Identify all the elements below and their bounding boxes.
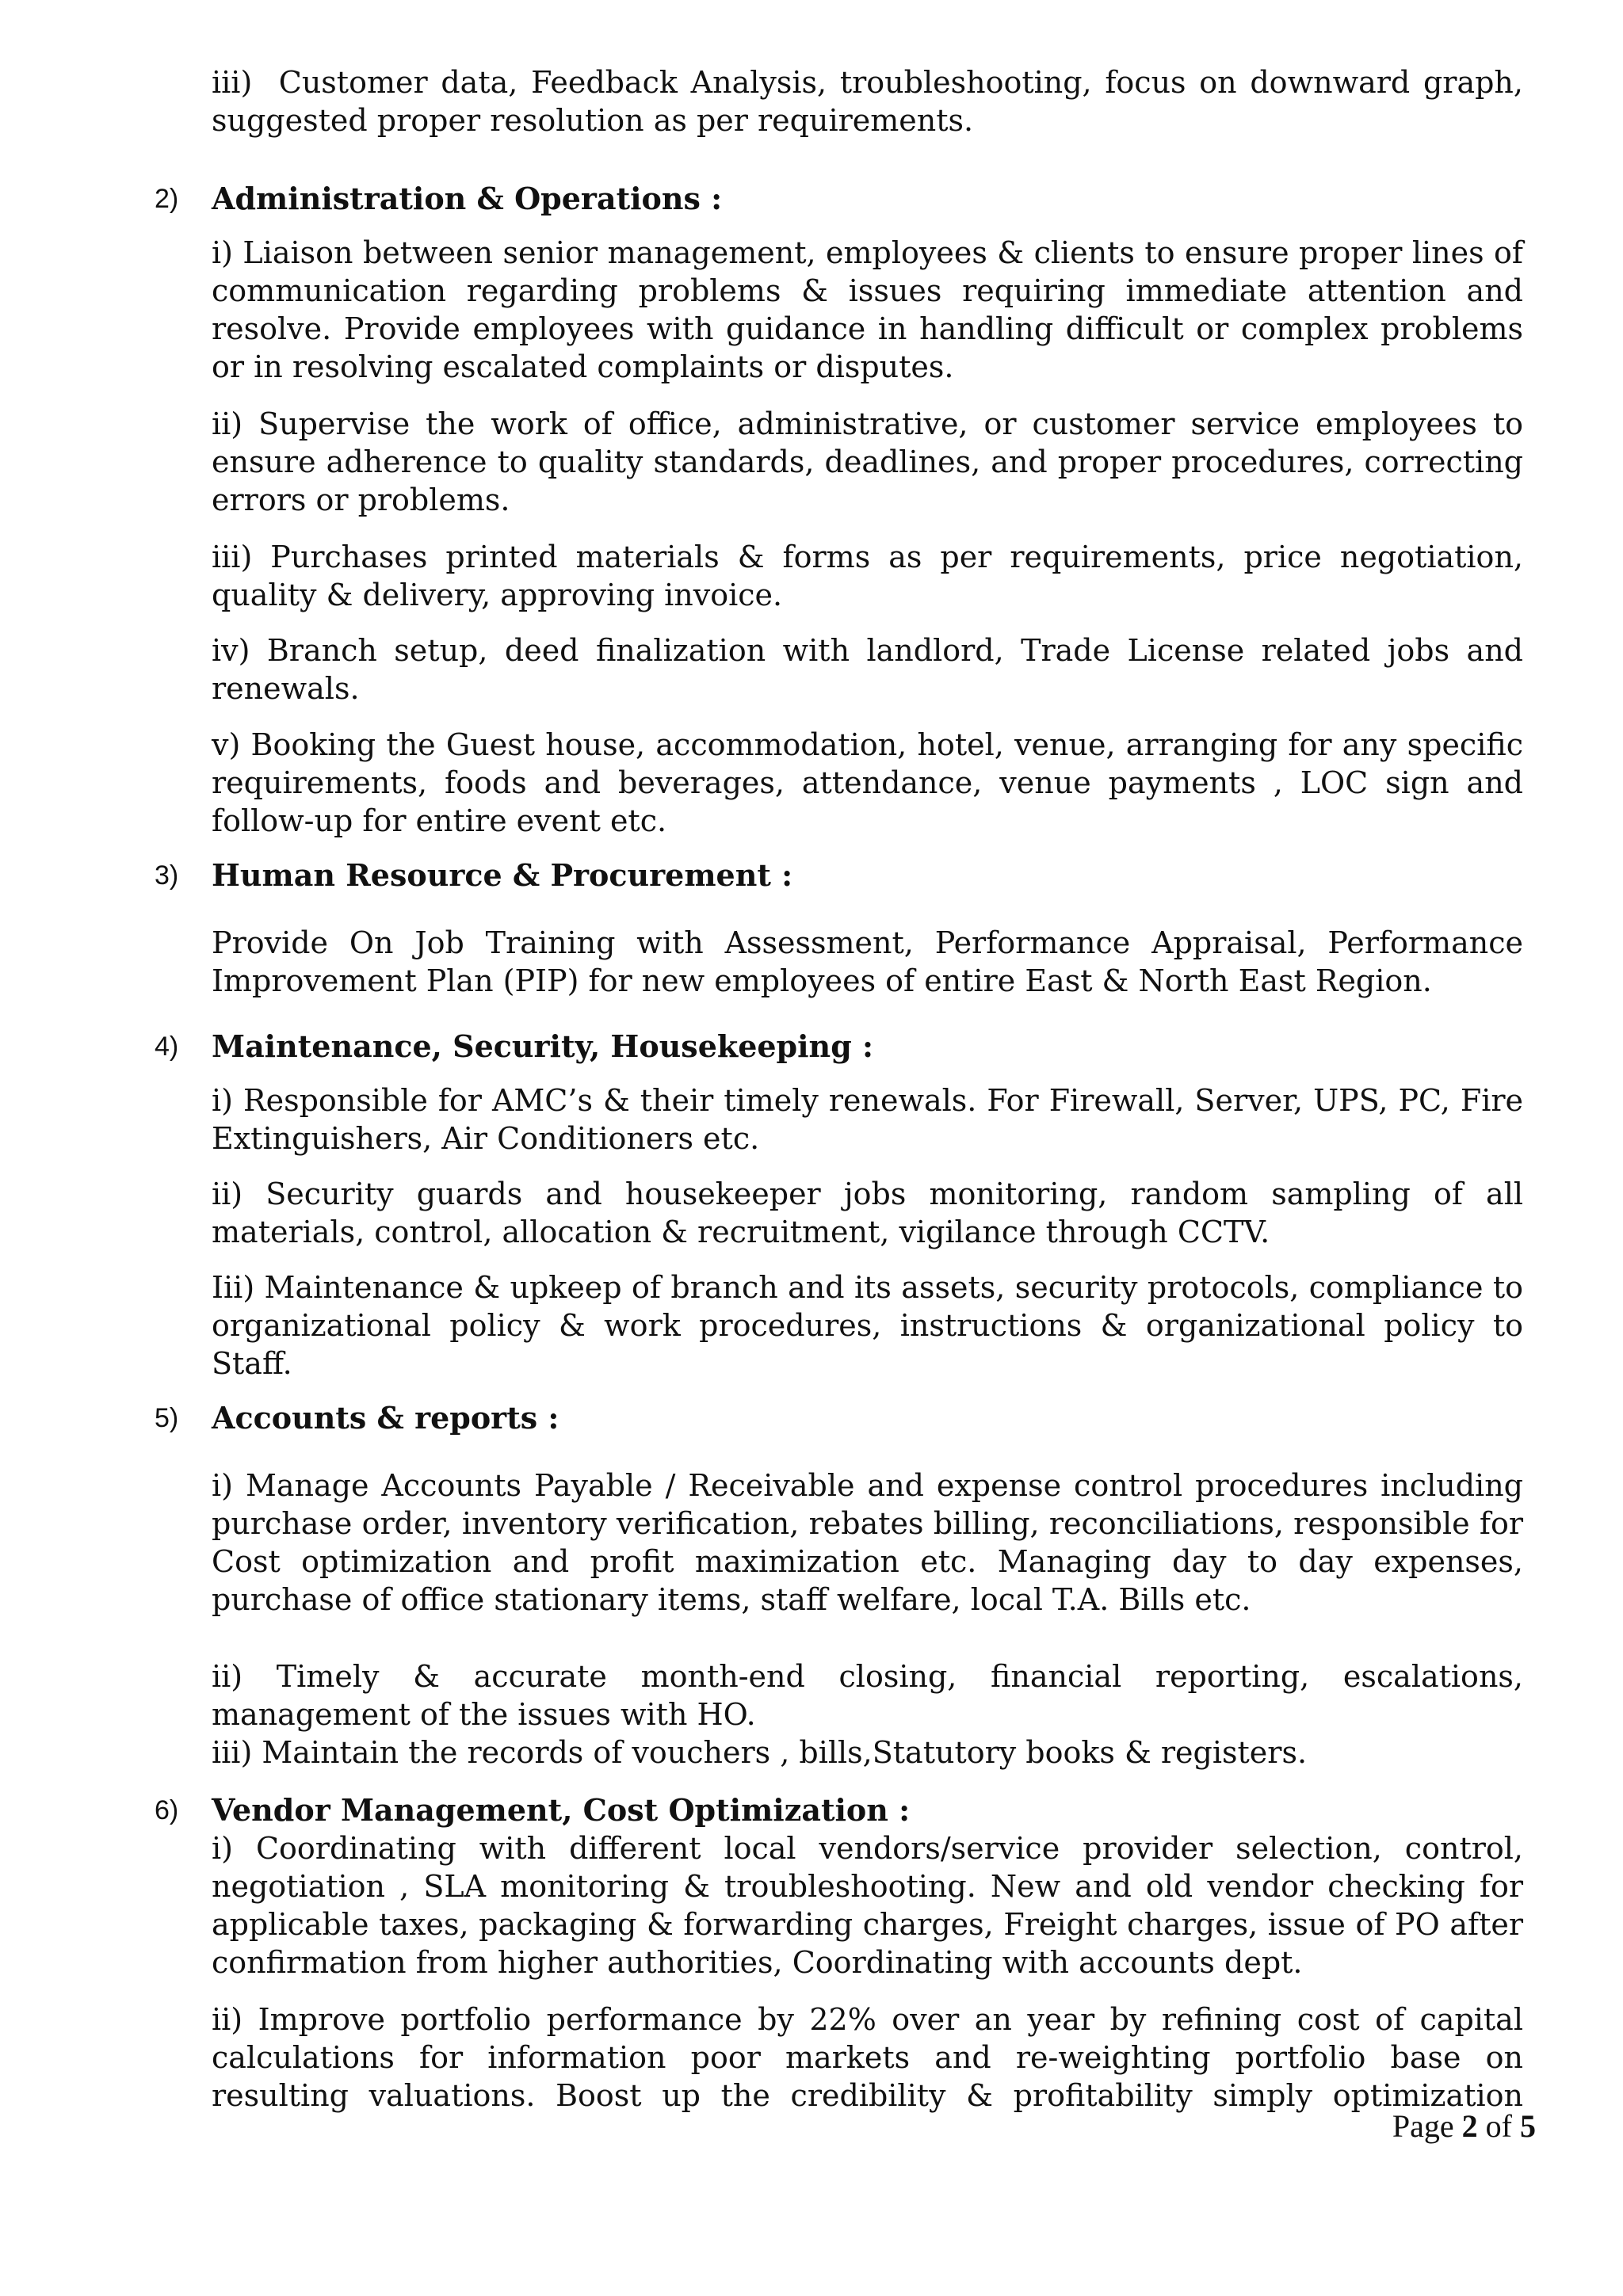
section-paragraph: i) Responsible for AMC’s & their timely renewals. For Firewall, Server, UPS, PC, Fire Extinguishers, Air Conditioners etc. — [212, 1083, 1523, 1156]
section-paragraph: Provide On Job Training with Assessment, Performance Appraisal, Performance Improvement Plan (PIP) for new employees of entire East & North East Region. — [212, 925, 1523, 998]
section-paragraph: i) Coordinating with different local vendors/service provider selection, control, negotiation , SLA monitoring & troubleshooting. New and old vendor checking for applicable taxes, packaging & forwarding charges, Freight charges, issue of PO after confirmation from higher authorities, Coordinating with accounts dept. — [212, 1831, 1523, 1980]
section-paragraph: ii) Timely & accurate month-end closing, financial reporting, escalations, management of the issues with HO. — [212, 1659, 1523, 1732]
section-heading-administration: Administration & Operations : — [212, 181, 723, 216]
section-heading-accounts: Accounts & reports : — [212, 1400, 559, 1436]
section-paragraph: iii) Maintain the records of vouchers , bills,Statutory books & registers. — [212, 1735, 1308, 1770]
continuation-item-iii: iii) Customer data, Feedback Analysis, troubleshooting, focus on downward graph, suggested proper resolution as per requirements. — [212, 65, 1523, 138]
of-word: of — [1485, 2108, 1512, 2144]
section-paragraph: ii) Supervise the work of office, administrative, or customer service employees to ensure adherence to quality standards, deadlines, and proper procedures, correcting errors or problems. — [212, 406, 1523, 517]
section-heading-maintenance: Maintenance, Security, Housekeeping : — [212, 1028, 874, 1064]
section-heading-vendor-management: Vendor Management, Cost Optimization : — [212, 1792, 911, 1828]
page-total: 5 — [1520, 2108, 1536, 2144]
section-number: 4) — [155, 1032, 179, 1062]
section-paragraph: iv) Branch setup, deed finalization with landlord, Trade License related jobs and renewals. — [212, 633, 1523, 706]
section-paragraph: i) Manage Accounts Payable / Receivable and expense control procedures including purchase order, inventory verification, rebates billing, reconciliations, responsible for Cost optimization and profit maximization etc. Managing day to day expenses, purchase of office stationary items, staff welfare, local T.A. Bills etc. — [212, 1468, 1523, 1617]
page-current: 2 — [1461, 2108, 1478, 2144]
section-paragraph: iii) Purchases printed materials & forms as per requirements, price negotiation, quality & delivery, approving invoice. — [212, 540, 1523, 612]
section-paragraph: ii) Security guards and housekeeper jobs monitoring, random sampling of all materials, control, allocation & recruitment, vigilance through CCTV. — [212, 1177, 1523, 1249]
section-number: 2) — [155, 184, 179, 214]
section-paragraph: v) Booking the Guest house, accommodation, hotel, venue, arranging for any specific requirements, foods and beverages, attendance, venue payments , LOC sign and follow-up for entire event etc. — [212, 727, 1523, 838]
section-number: 5) — [155, 1403, 179, 1433]
page-word: Page — [1392, 2108, 1454, 2144]
section-heading-human-resource: Human Resource & Procurement : — [212, 857, 793, 893]
section-number: 3) — [155, 860, 179, 891]
section-number: 6) — [155, 1795, 179, 1825]
section-paragraph: Iii) Maintenance & upkeep of branch and its assets, security protocols, compliance to organizational policy & work procedures, instructions & organizational policy to Staff. — [212, 1270, 1523, 1381]
page-number-footer — [1392, 2107, 1536, 2145]
section-paragraph: i) Liaison between senior management, employees & clients to ensure proper lines of communication regarding problems & issues requiring immediate attention and resolve. Provide employees with guidance in handling difficult or complex problems or in resolving escalated complaints or disputes. — [212, 235, 1523, 384]
section-paragraph: ii) Improve portfolio performance by 22% over an year by refining cost of capital calculations for information poor markets and re-weighting portfolio base on resulting valuations. Boost up the credibility & profitability simply optimization — [212, 2002, 1523, 2113]
